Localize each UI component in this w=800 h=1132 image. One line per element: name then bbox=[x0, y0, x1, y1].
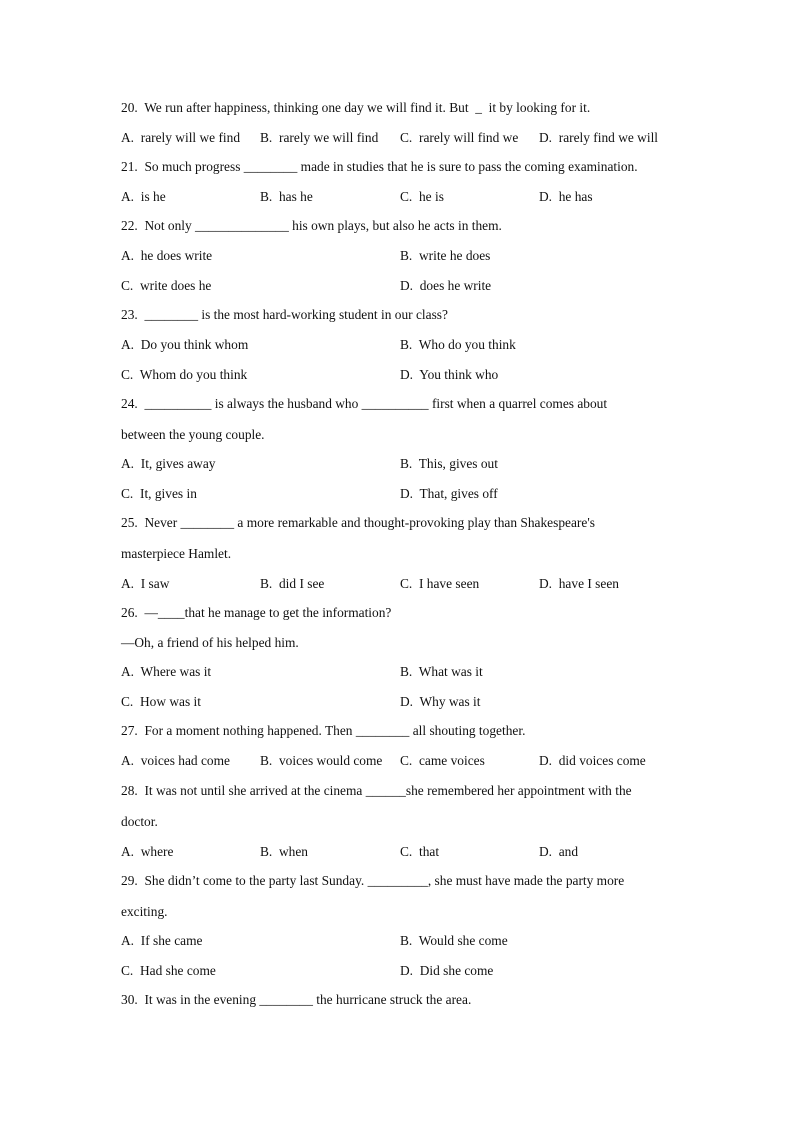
option-label: D. bbox=[539, 844, 553, 859]
question-text: For a moment nothing happened. Then ________ all shouting together. bbox=[144, 723, 526, 738]
option-text: voices had come bbox=[140, 753, 230, 768]
answer-option bbox=[400, 842, 439, 862]
answer-option bbox=[121, 365, 247, 385]
answer-option bbox=[121, 128, 240, 148]
option-text: and bbox=[558, 844, 579, 859]
option-label: D. bbox=[400, 694, 414, 709]
option-label: C. bbox=[400, 576, 413, 591]
answer-option bbox=[260, 842, 308, 862]
option-text: he is bbox=[418, 189, 444, 204]
question-stem bbox=[121, 871, 681, 891]
question-text-continued: masterpiece Hamlet. bbox=[121, 546, 232, 561]
option-text: Do you think whom bbox=[140, 337, 249, 352]
answer-option bbox=[260, 751, 382, 771]
options-row bbox=[121, 187, 681, 207]
question-stem bbox=[121, 394, 681, 414]
answer-option bbox=[121, 692, 201, 712]
question-stem bbox=[121, 721, 681, 741]
question-text: We run after happiness, thinking one day we will find it. But _ it by looking for it. bbox=[144, 100, 591, 115]
answer-option bbox=[400, 961, 493, 981]
question-number: 24. bbox=[121, 396, 138, 411]
option-label: B. bbox=[260, 753, 273, 768]
question-continuation bbox=[121, 902, 681, 922]
option-label: A. bbox=[121, 189, 135, 204]
question-text: It was not until she arrived at the cinema ______she remembered her appointment with the bbox=[144, 783, 632, 798]
answer-option bbox=[400, 751, 485, 771]
option-text: did voices come bbox=[558, 753, 646, 768]
question-number: 26. bbox=[121, 605, 138, 620]
answer-option bbox=[400, 692, 481, 712]
answer-option bbox=[539, 751, 646, 771]
options-row bbox=[121, 246, 681, 266]
question-stem bbox=[121, 305, 681, 325]
option-label: B. bbox=[400, 337, 413, 352]
option-label: D. bbox=[539, 753, 553, 768]
question-number: 21. bbox=[121, 159, 138, 174]
answer-option bbox=[400, 335, 516, 355]
option-text: rarely we will find bbox=[278, 130, 379, 145]
answer-option bbox=[260, 128, 378, 148]
answer-option bbox=[400, 662, 483, 682]
option-label: C. bbox=[400, 753, 413, 768]
option-text: It, gives away bbox=[140, 456, 216, 471]
option-text: Who do you think bbox=[418, 337, 516, 352]
answer-option bbox=[400, 128, 518, 148]
option-text: It, gives in bbox=[139, 486, 197, 501]
option-label: D. bbox=[400, 486, 414, 501]
option-text: What was it bbox=[418, 664, 483, 679]
question-text: So much progress ________ made in studies that he is sure to pass the coming examination. bbox=[144, 159, 638, 174]
option-text: does he write bbox=[419, 278, 492, 293]
option-label: C. bbox=[121, 367, 134, 382]
option-label: B. bbox=[400, 664, 413, 679]
answer-option bbox=[121, 842, 173, 862]
answer-option bbox=[260, 187, 313, 207]
answer-option bbox=[400, 187, 444, 207]
answer-option bbox=[400, 246, 490, 266]
option-label: A. bbox=[121, 456, 135, 471]
option-label: C. bbox=[400, 844, 413, 859]
options-row bbox=[121, 961, 681, 981]
option-text: Did she come bbox=[419, 963, 494, 978]
answer-option bbox=[539, 187, 593, 207]
question-text: Not only ______________ his own plays, but also he acts in them. bbox=[144, 218, 502, 233]
question-number: 22. bbox=[121, 218, 138, 233]
option-label: A. bbox=[121, 753, 135, 768]
answer-option bbox=[400, 276, 491, 296]
question-continuation bbox=[121, 425, 681, 445]
question-text-continued: doctor. bbox=[121, 814, 158, 829]
option-label: B. bbox=[260, 130, 273, 145]
option-text: when bbox=[278, 844, 308, 859]
options-row bbox=[121, 842, 681, 862]
question-text-continued: exciting. bbox=[121, 904, 168, 919]
option-label: B. bbox=[260, 189, 273, 204]
question-stem bbox=[121, 513, 681, 533]
option-label: A. bbox=[121, 337, 135, 352]
option-label: A. bbox=[121, 130, 135, 145]
answer-option bbox=[121, 187, 166, 207]
options-row bbox=[121, 276, 681, 296]
option-text: write he does bbox=[418, 248, 491, 263]
question-text: __________ is always the husband who __________ first when a quarrel comes about bbox=[144, 396, 608, 411]
option-text: If she came bbox=[140, 933, 203, 948]
option-label: B. bbox=[260, 844, 273, 859]
question-number: 28. bbox=[121, 783, 138, 798]
option-label: A. bbox=[121, 933, 135, 948]
option-text: How was it bbox=[139, 694, 201, 709]
option-label: C. bbox=[121, 486, 134, 501]
option-text: came voices bbox=[418, 753, 485, 768]
option-label: D. bbox=[539, 576, 553, 591]
option-label: B. bbox=[260, 576, 273, 591]
option-label: D. bbox=[400, 963, 414, 978]
options-row bbox=[121, 751, 681, 771]
question-text-continued: —Oh, a friend of his helped him. bbox=[121, 635, 299, 650]
options-row bbox=[121, 574, 681, 594]
option-text: This, gives out bbox=[418, 456, 498, 471]
question-text: She didn’t come to the party last Sunday. _________, she must have made the party more bbox=[144, 873, 625, 888]
option-text: has he bbox=[278, 189, 313, 204]
question-continuation bbox=[121, 544, 681, 564]
option-label: B. bbox=[400, 248, 413, 263]
option-text: have I seen bbox=[558, 576, 619, 591]
option-text: did I see bbox=[278, 576, 325, 591]
question-number: 23. bbox=[121, 307, 138, 322]
option-text: write does he bbox=[139, 278, 212, 293]
option-label: A. bbox=[121, 844, 135, 859]
option-text: Would she come bbox=[418, 933, 508, 948]
options-row bbox=[121, 662, 681, 682]
question-number: 27. bbox=[121, 723, 138, 738]
options-row bbox=[121, 128, 681, 148]
options-row bbox=[121, 931, 681, 951]
option-label: A. bbox=[121, 248, 135, 263]
option-label: A. bbox=[121, 576, 135, 591]
option-label: D. bbox=[539, 130, 553, 145]
question-text-continued: between the young couple. bbox=[121, 427, 265, 442]
answer-option bbox=[260, 574, 324, 594]
option-label: A. bbox=[121, 664, 135, 679]
question-text: Never ________ a more remarkable and thought-provoking play than Shakespeare's bbox=[144, 515, 595, 530]
options-row bbox=[121, 454, 681, 474]
answer-option bbox=[121, 276, 211, 296]
option-text: rarely will find we bbox=[418, 130, 519, 145]
question-number: 20. bbox=[121, 100, 138, 115]
options-row bbox=[121, 692, 681, 712]
option-text: he does write bbox=[140, 248, 213, 263]
option-text: is he bbox=[140, 189, 166, 204]
option-text: I saw bbox=[140, 576, 170, 591]
option-text: Had she come bbox=[139, 963, 216, 978]
question-text: It was in the evening ________ the hurricane struck the area. bbox=[144, 992, 472, 1007]
option-label: C. bbox=[400, 130, 413, 145]
options-row bbox=[121, 484, 681, 504]
question-stem bbox=[121, 157, 681, 177]
question-stem bbox=[121, 98, 681, 118]
answer-option bbox=[400, 931, 508, 951]
question-number: 30. bbox=[121, 992, 138, 1007]
question-text: —____that he manage to get the information? bbox=[144, 605, 392, 620]
question-stem bbox=[121, 781, 681, 801]
option-label: D. bbox=[539, 189, 553, 204]
option-label: C. bbox=[121, 963, 134, 978]
question-number: 25. bbox=[121, 515, 138, 530]
answer-option bbox=[121, 335, 248, 355]
answer-option bbox=[121, 574, 169, 594]
question-continuation bbox=[121, 633, 681, 653]
option-text: Whom do you think bbox=[139, 367, 248, 382]
question-stem bbox=[121, 216, 681, 236]
option-label: C. bbox=[400, 189, 413, 204]
option-text: voices would come bbox=[278, 753, 383, 768]
options-row bbox=[121, 365, 681, 385]
question-number: 29. bbox=[121, 873, 138, 888]
answer-option bbox=[121, 246, 212, 266]
option-label: D. bbox=[400, 278, 414, 293]
option-label: C. bbox=[121, 694, 134, 709]
option-text: You think who bbox=[419, 367, 499, 382]
option-text: Where was it bbox=[140, 664, 212, 679]
option-label: D. bbox=[400, 367, 414, 382]
answer-option bbox=[121, 751, 230, 771]
option-text: I have seen bbox=[418, 576, 480, 591]
answer-option bbox=[400, 365, 498, 385]
answer-option bbox=[121, 454, 215, 474]
answer-option bbox=[121, 484, 197, 504]
option-label: B. bbox=[400, 456, 413, 471]
answer-option bbox=[400, 574, 479, 594]
option-label: C. bbox=[121, 278, 134, 293]
question-continuation bbox=[121, 812, 681, 832]
option-text: he has bbox=[558, 189, 593, 204]
question-stem bbox=[121, 990, 681, 1010]
answer-option bbox=[400, 484, 498, 504]
option-text: rarely find we will bbox=[558, 130, 659, 145]
question-text: ________ is the most hard-working student in our class? bbox=[144, 307, 448, 322]
option-text: rarely will we find bbox=[140, 130, 241, 145]
answer-option bbox=[121, 931, 202, 951]
answer-option bbox=[121, 662, 211, 682]
options-row bbox=[121, 335, 681, 355]
option-text: that bbox=[418, 844, 440, 859]
option-text: where bbox=[140, 844, 174, 859]
question-stem bbox=[121, 603, 681, 623]
answer-option bbox=[539, 842, 578, 862]
option-text: That, gives off bbox=[419, 486, 498, 501]
option-text: Why was it bbox=[419, 694, 481, 709]
answer-option bbox=[400, 454, 498, 474]
answer-option bbox=[539, 574, 619, 594]
answer-option bbox=[121, 961, 216, 981]
option-label: B. bbox=[400, 933, 413, 948]
answer-option bbox=[539, 128, 658, 148]
